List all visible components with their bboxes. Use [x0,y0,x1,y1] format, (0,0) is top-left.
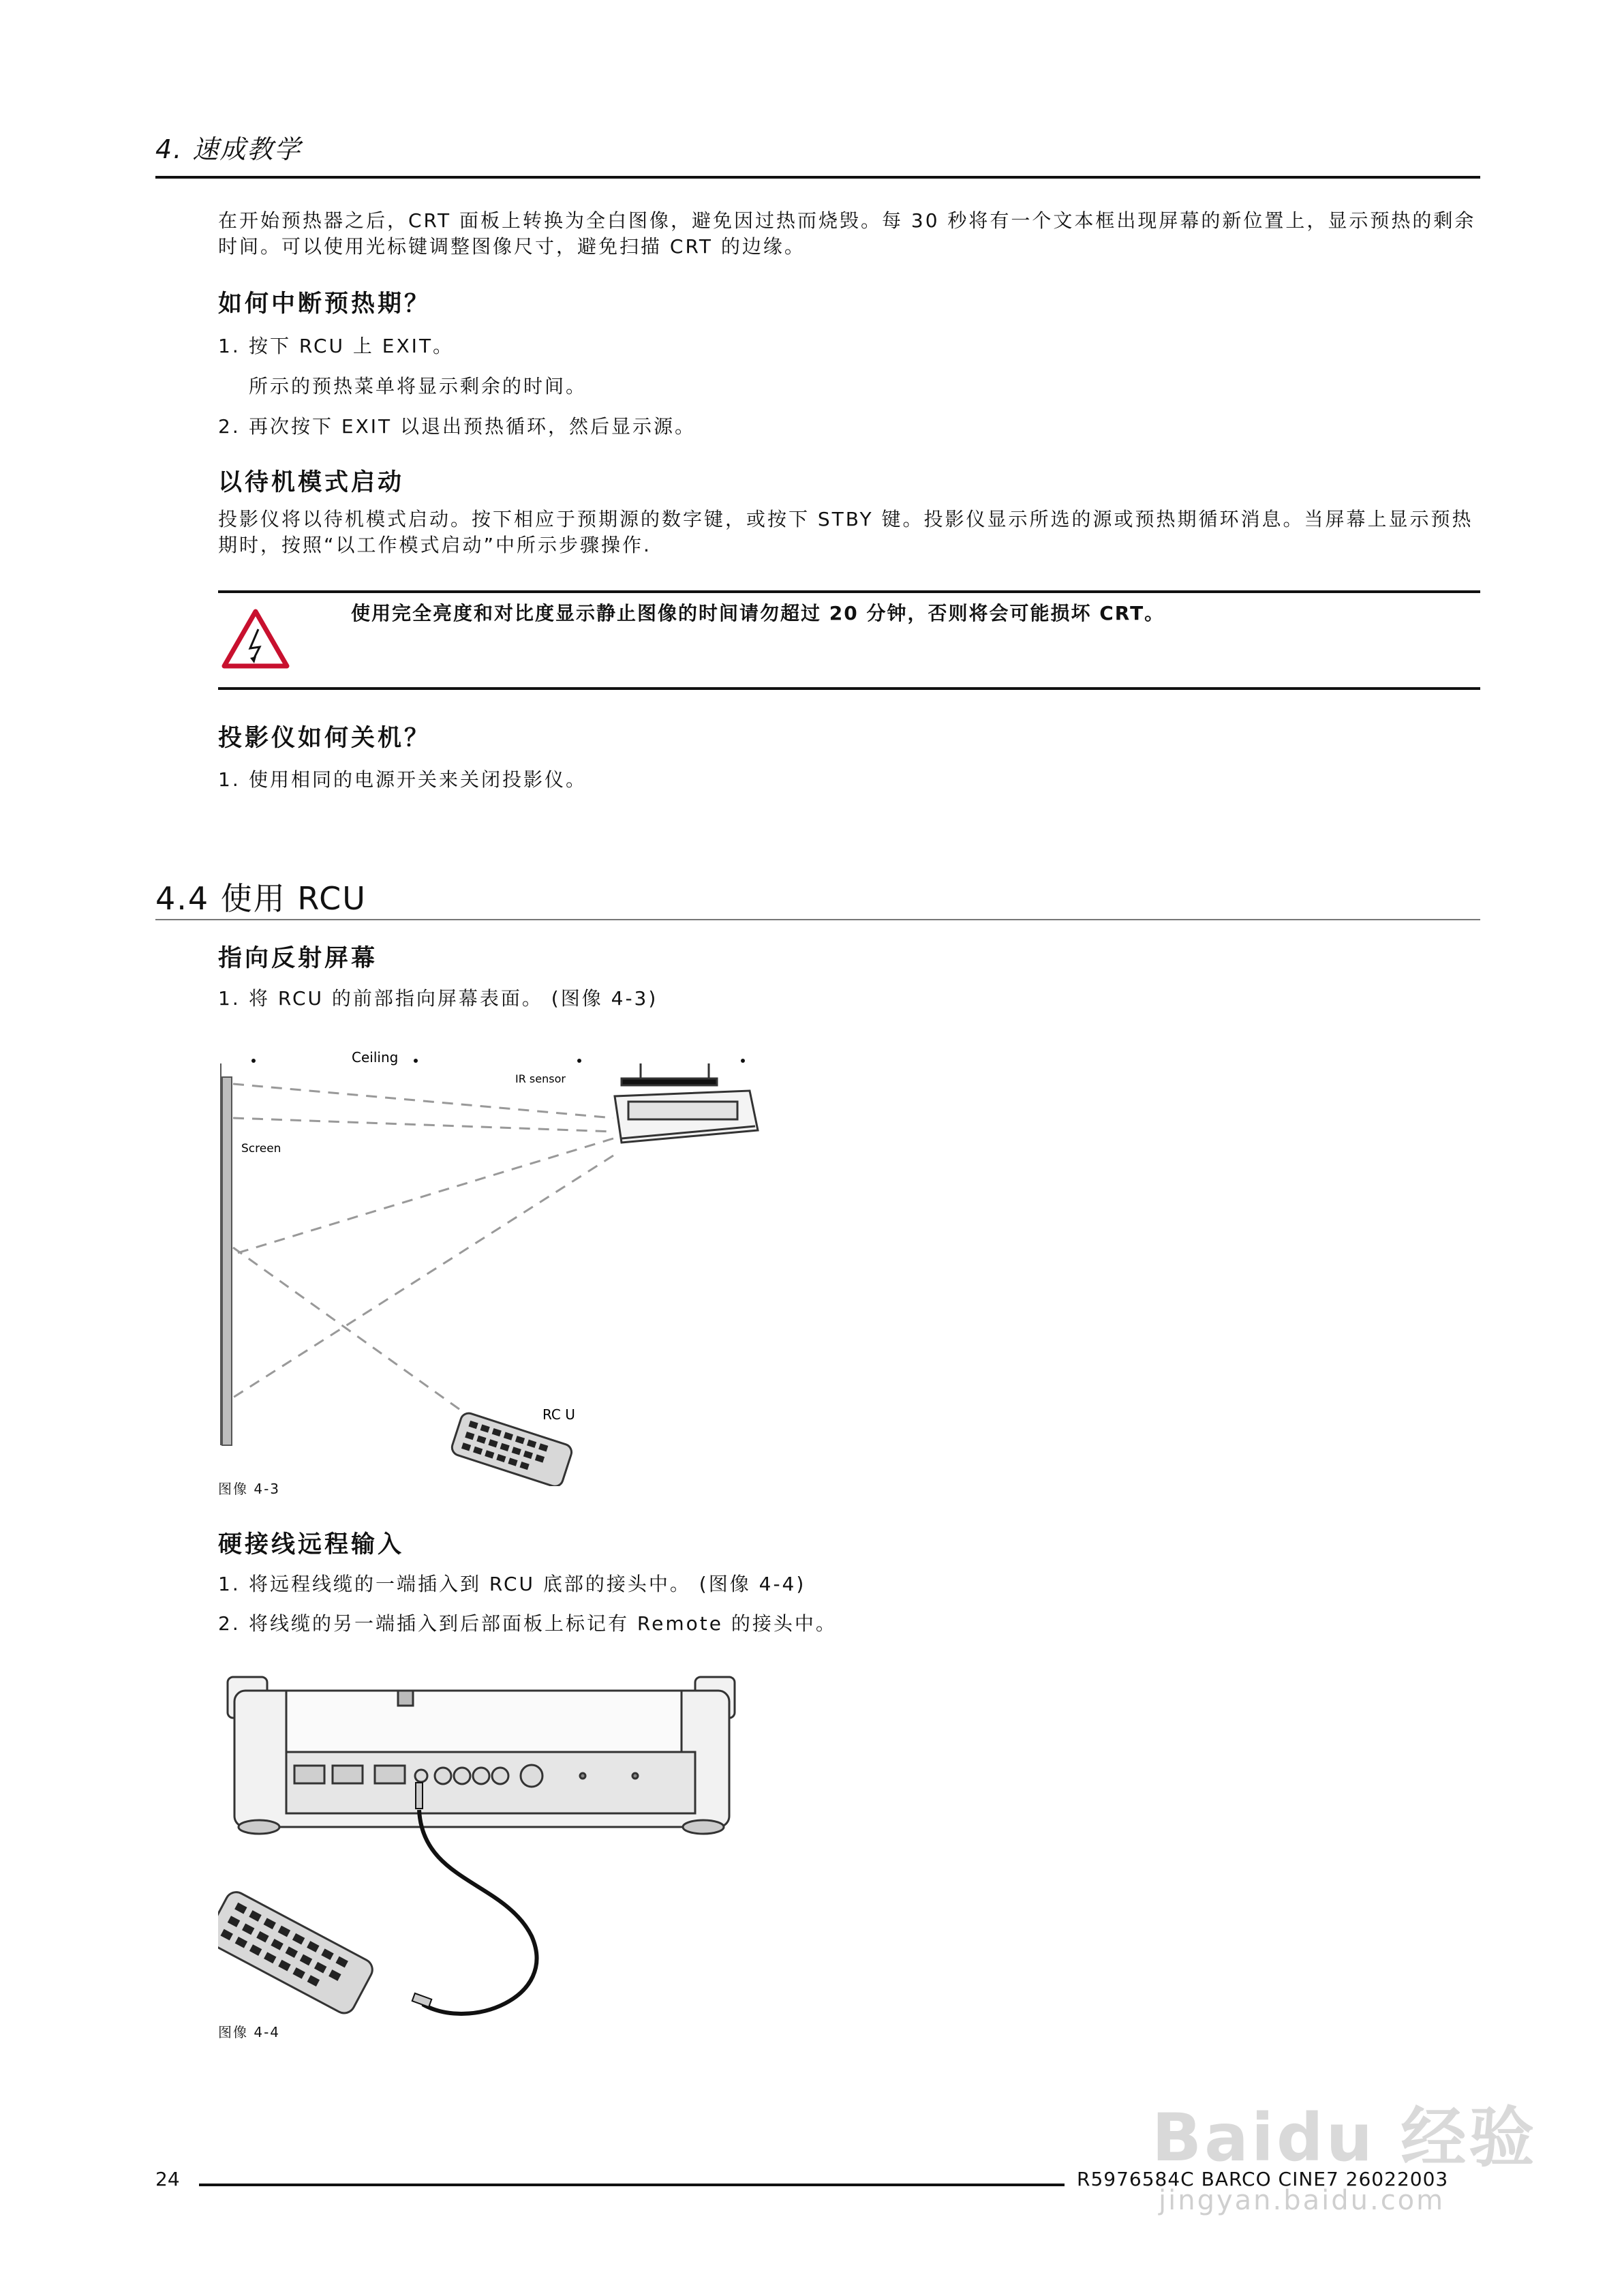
step-number: 1. [218,987,241,1010]
pointing-step-1 [218,984,658,1011]
warning-top-rule [218,590,1480,593]
header-rule [155,176,1480,179]
warning-text: 使用完全亮度和对比度显示静止图像的时间请勿超过 20 分钟，否则将会可能损坏 CRT。 [351,602,1165,624]
step-number: 2. [218,1612,241,1635]
page-number: 24 [155,2168,180,2190]
ceiling-marks [251,1059,745,1063]
step-number: 1. [218,768,241,791]
label-rcu: RC U [542,1406,575,1423]
label-screen: Screen [241,1142,281,1155]
heading-hardwired: 硬接线远程输入 [218,1531,405,1558]
heading-pointing: 指向反射屏幕 [218,945,378,972]
screen [222,1077,232,1445]
projector-rear-panel [228,1677,735,1834]
hardwired-step-1 [218,1569,806,1597]
section-heading-4-4: 4.4 使用 RCU [155,880,367,917]
label-ir-sensor: IR sensor [515,1072,566,1085]
label-ceiling: Ceiling [352,1049,399,1066]
chapter-title: 4. 速成教学 [155,134,302,164]
heading-interrupt: 如何中断预热期？ [218,290,431,318]
step-text: 将 RCU 的前部指向屏幕表面。 (图像 4-3) [249,987,658,1010]
step-text: 再次按下 EXIT 以退出预热循环，然后显示源。 [249,415,697,438]
figure-4-3-caption: 图像 4-3 [218,1481,281,1497]
footer-doc-id: R5976584C BARCO CINE7 26022003 [1077,2168,1449,2190]
interrupt-step-2 [218,412,696,439]
watermark-brand: Baidu 经验 [1152,2100,1537,2176]
footer-rule [199,2184,1065,2186]
watermark-url: jingyan.baidu.com [1159,2185,1445,2216]
figure-4-3-diagram [204,1036,818,1486]
heading-shutdown: 投影仪如何关机？ [218,725,431,752]
interrupt-step-1 [218,331,454,359]
ir-beam-lines [233,1084,613,1432]
intro-paragraph: 在开始预热器之后，CRT 面板上转换为全白图像，避免因过热而烧毁。每 30 秒将有一个文本框出现屏幕的新位置上，显示预热的剩余时间。可以使用光标键调整图像尺寸，避免扫描 CRT 的边缘。 [218,209,1476,258]
interrupt-step-1-note: 所示的预热菜单将显示剩余的时间。 [249,375,587,397]
step-text: 按下 RCU 上 EXIT。 [249,335,455,357]
figure-4-4-diagram [218,1663,763,2045]
section-rule [155,919,1480,920]
standby-paragraph: 投影仪将以待机模式启动。按下相应于预期源的数字键，或按下 STBY 键。投影仪显示所选的源或预热期循环消息。当屏幕上显示预热期时，按照“以工作模式启动”中所示步骤操作. [218,508,1473,556]
step-text: 使用相同的电源开关来关闭投影仪。 [249,768,587,791]
shutdown-step-1 [218,765,587,792]
step-text: 将远程线缆的一端插入到 RCU 底部的接头中。 (图像 4-4) [249,1573,806,1595]
high-voltage-warning-icon [221,609,290,670]
projector-device [615,1063,758,1143]
hardwired-step-2 [218,1609,837,1636]
rcu-remote [218,1888,376,2017]
step-number: 1. [218,335,241,357]
step-number: 2. [218,415,241,438]
warning-bottom-rule [218,687,1480,690]
step-text: 将线缆的另一端插入到后部面板上标记有 Remote 的接头中。 [249,1612,837,1635]
step-number: 1. [218,1573,241,1595]
heading-standby: 以待机模式启动 [218,469,405,496]
figure-4-4-caption: 图像 4-4 [218,2024,281,2040]
